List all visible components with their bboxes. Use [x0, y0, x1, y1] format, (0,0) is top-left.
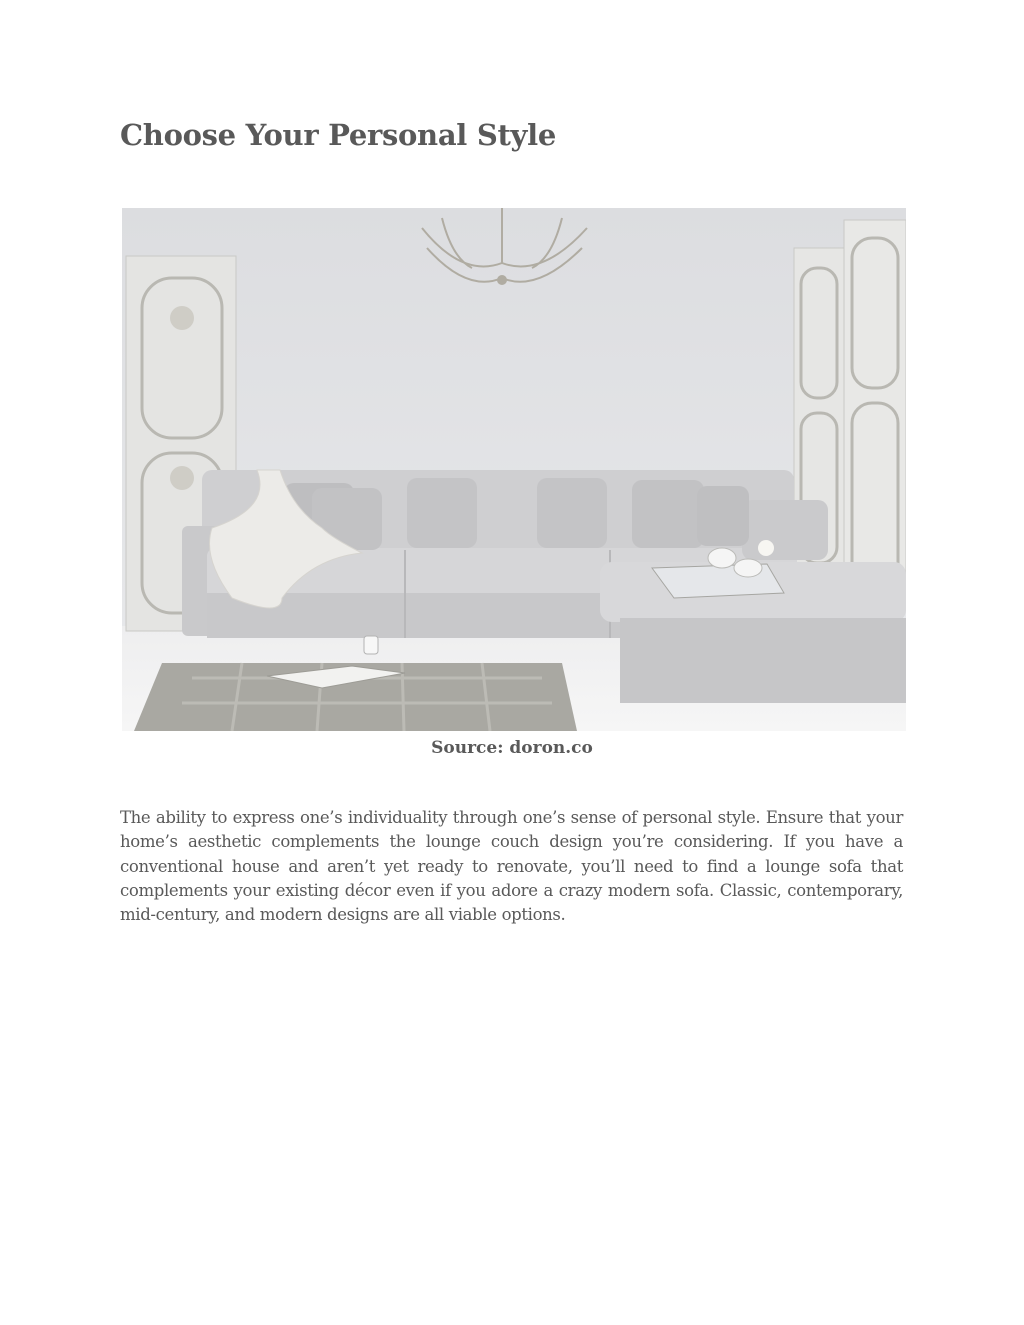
body-paragraph: The ability to express one’s individuality through one’s sense of personal style. Ensure that your home’s aesthetic complements the lounge couch design you’re considering. If you have a conventional house and aren’t yet ready to renovate, you’ll need to find a lounge sofa that complements your existing décor even if you adore a crazy modern sofa. Classic, contemporary, mid-century, and modern designs are all viable options.: [120, 808, 903, 925]
image-caption: Source: doron.co: [431, 738, 593, 758]
page-title: Choose Your Personal Style: [120, 118, 556, 152]
rug: [134, 663, 577, 731]
mug: [364, 636, 378, 654]
living-room-photo: [122, 208, 906, 731]
